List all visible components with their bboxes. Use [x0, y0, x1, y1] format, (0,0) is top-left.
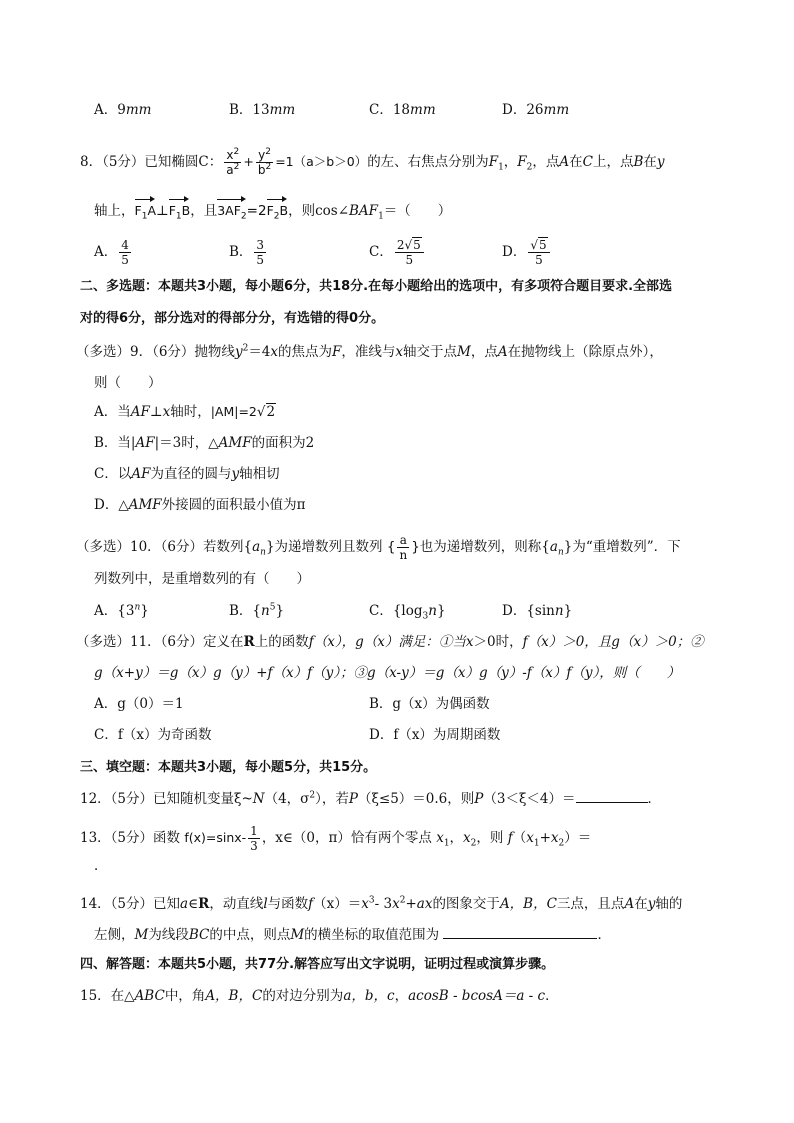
q9-option-d: D．△AMF外接圆的面积最小值为π: [94, 497, 306, 513]
q13-stem: 13．（5分）函数 f(x)=sinx- $\frac{1}{3}$ ，x∈（0，π）恰有两个零点 $x_1$，$x_2$，则 $f(x_1+x_2)=$: [80, 824, 592, 853]
q14-stem-line2: 左侧，M为线段BC的中点，则点M的横坐标的取值范围为 ．: [94, 927, 611, 943]
q11-option-a: A．g（0）＝1: [94, 696, 184, 712]
q8-option-c: C． $\frac{2√5}{5}$: [369, 238, 426, 267]
vector-f1b: $F_1B$: [169, 198, 191, 220]
q7-option-c: C．18mm: [369, 102, 436, 118]
q9-stem-line2: 则（ ）: [94, 375, 162, 391]
q11-stem: （多选）11．（6分）定义在R上的函数f（x），g（x）满足：①当x＞0时，f（x）＞0，且g（x）＞0；②: [76, 634, 704, 650]
q10-stem-line2: 列数列中，是重增数列的有（ ）: [94, 571, 310, 587]
q14-stem: 14．（5分）已知a∈R，动直线l与函数$f(x)=x^3-$ $3x^2+ax$的图象交于A，B，C三点，且点A在y轴的: [80, 895, 683, 912]
vector-f1a: $F_1A$: [135, 198, 157, 220]
q10-option-b: B．$\{n^5\}$: [229, 602, 285, 619]
q9-option-b: B．当|AF|＝3时，△AMF的面积为2: [94, 435, 315, 451]
section-2-heading-line2: 对的得6分，部分选对的得部分分，有选错的得0分。: [80, 311, 385, 326]
q11-stem-line2: g（x+y）＝g（x）g（y）+f（x）f（y）；③g（x-y）＝g（x）g（y）-f（x）f（y），则（ ）: [94, 665, 681, 681]
section-2-heading: 二、多选题：本题共3小题，每小题6分，共18分.在每小题给出的选项中，有多项符合题目要求.全部选: [80, 279, 673, 294]
q15-stem: 15．在△ABC中，角A，B，C的对边分别为a，b，c，acosB - bcosA＝a - c．: [80, 988, 559, 1004]
section-4-heading: 四、解答题：本题共5小题，共77分.解答应写出文字说明，证明过程或演算步骤。: [80, 957, 555, 972]
q8-option-b: B． $\frac{3}{5}$: [229, 238, 265, 267]
vector-f2b: $F_2B$: [267, 198, 289, 220]
q11-option-d: D．f（x）为周期函数: [369, 727, 501, 743]
q9-option-a: A．当AF⊥x轴时，|AM|=2√2: [94, 404, 276, 420]
q9-stem: （多选）9．（6分）抛物线$y^2=4x$的焦点为F，准线与x轴交于点M，点A在抛物线上（除原点外），: [76, 343, 663, 360]
q10-option-d: D．{sinn}: [502, 603, 573, 619]
q8-stem-line2: 轴上，$F_1A\perp F_1B$，且$3AF_2=2F_2B$，则$\cos\angle BAF_1=$（ ）: [94, 198, 451, 220]
q7-option-b: B．13mm: [229, 102, 296, 118]
q12-stem: 12．（5分）已知随机变量ξ~N（4，$\sigma^2$），若P（ξ≤5）＝0.6，则P（3＜ξ＜4）＝ ．: [80, 790, 661, 807]
q13-stem-line2: ．: [94, 858, 108, 874]
q7-option-a: A．9mm: [94, 102, 152, 118]
q11-option-c: C．f（x）为奇函数: [94, 727, 212, 743]
q14-answer-blank[interactable]: [443, 926, 597, 939]
q12-answer-blank[interactable]: [576, 790, 648, 803]
q10-stem: （多选）10．（6分）若数列$\{a_n\}$为递增数列且数列 { $\frac{a}{n}$ }也为递增数列，则称$\{a_n\}$为“重增数列”．下: [76, 533, 681, 562]
q7-option-d: D．26mm: [502, 102, 570, 118]
section-3-heading: 三、填空题：本题共3小题，每小题5分，共15分。: [80, 760, 377, 775]
q11-option-b: B．g（x）为偶函数: [369, 696, 490, 712]
vector-af2: $3AF_2$: [217, 198, 246, 220]
q8-option-d: D． $\frac{√5}{5}$: [502, 238, 552, 267]
q9-option-c: C．以AF为直径的圆与y轴相切: [94, 466, 280, 482]
q10-option-c: C．$\{\log_3n\}$: [369, 603, 446, 622]
q10-option-a: A．{3$^n$}: [94, 602, 149, 619]
q8-option-a: A． $\frac{4}{5}$: [94, 238, 129, 267]
q8-stem-line1: 8．（5分）已知椭圆C： $\frac{x^2}{a^2}$ + $\frac{y^2}{b^2}$ =1（a＞b＞0）的左、右焦点分别为$F_1$，$F_2$，点A在C上，点B在y: [80, 147, 665, 177]
